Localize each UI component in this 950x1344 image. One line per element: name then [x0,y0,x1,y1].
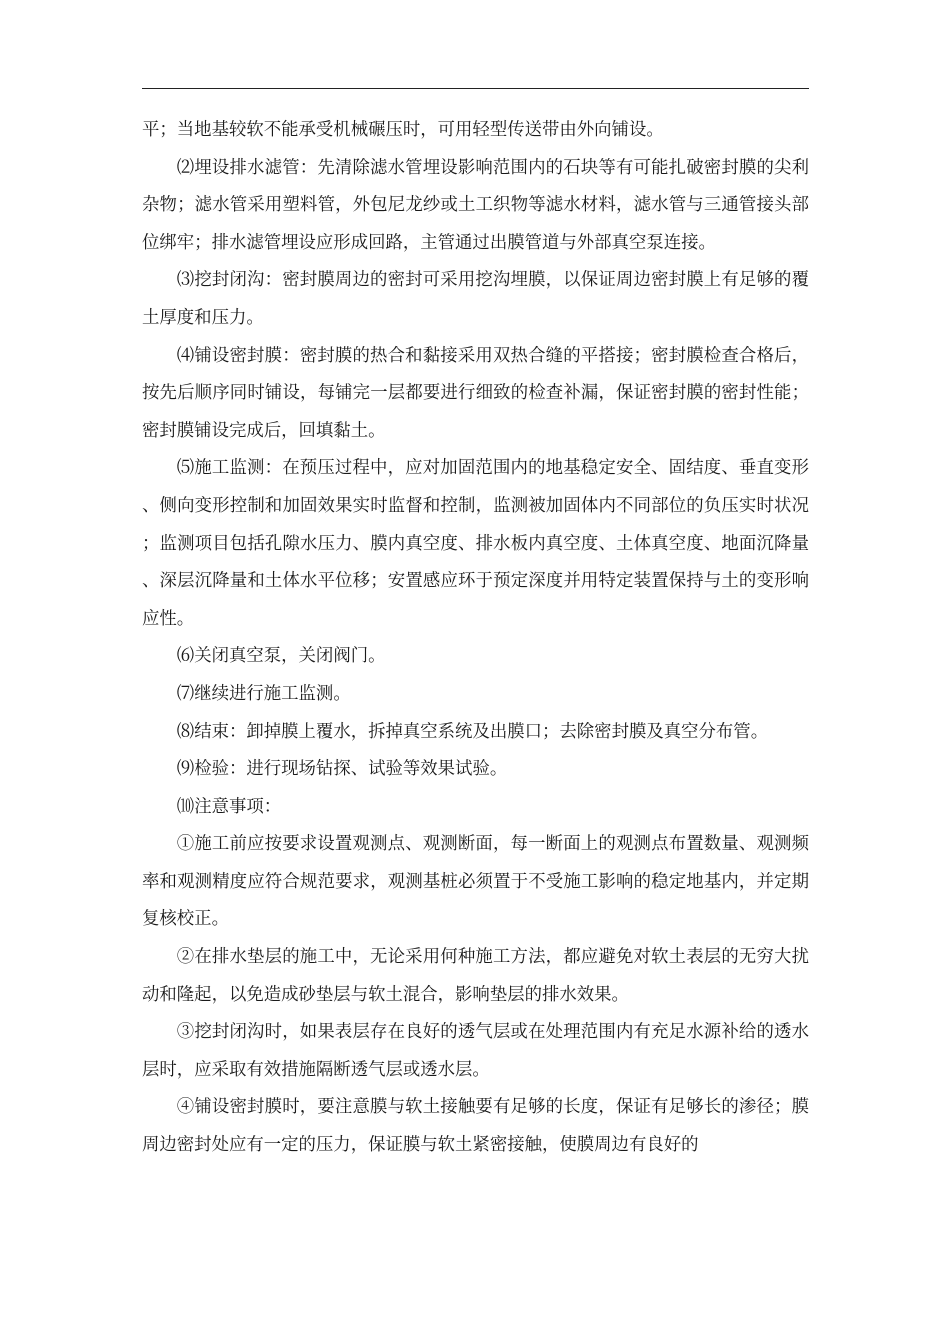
paragraph-note-3: ③挖封闭沟时，如果表层存在良好的透气层或在处理范围内有充足水源补给的透水层时，应采取有效措施隔断透气层或透水层。 [142,1022,809,1080]
document-body [142,112,809,1165]
paragraph-step-9: ⑼检验：进行现场钻探、试验等效果试验。 [176,759,508,780]
paragraph-note-2: ②在排水垫层的施工中，无论采用何种施工方法，都应避免对软土表层的无穷大扰动和隆起，以免造成砂垫层与软土混合，影响垫层的排水效果。 [142,947,809,1005]
paragraph-continuation: 平；当地基较软不能承受机械碾压时，可用轻型传送带由外向铺设。 [142,120,664,140]
paragraph-note-1: ①施工前应按要求设置观测点、观测断面，每一断面上的观测点布置数量、观测频率和观测精度应符合规范要求，观测基桩必须置于不受施工影响的稳定地基内，并定期复核校正。 [142,834,809,930]
paragraph-step-5: ⑸施工监测：在预压过程中，应对加固范围内的地基稳定安全、固结度、垂直变形、侧向变形控制和加固效果实时监督和控制，监测被加固体内不同部位的负压实时状况；监测项目包括孔隙水压力、膜内真空度、排水板内真空度、土体真空度、地面沉降量、深层沉降量和土体水平位移；安置感应环于预定深度并用特定装置保持与土的变形响应性。 [142,458,809,629]
paragraph-step-2: ⑵埋设排水滤管：先清除滤水管埋设影响范围内的石块等有可能扎破密封膜的尖利杂物；滤水管采用塑料管，外包尼龙纱或土工织物等滤水材料，滤水管与三通管接头部位绑牢；排水滤管埋设应形成回路，主管通过出膜管道与外部真空泵连接。 [142,157,809,253]
paragraph-step-6: ⑹关闭真空泵，关闭阀门。 [176,646,386,667]
paragraph-step-3: ⑶挖封闭沟：密封膜周边的密封可采用挖沟埋膜，以保证周边密封膜上有足够的覆土厚度和压力。 [142,270,809,328]
paragraph-step-4: ⑷铺设密封膜：密封膜的热合和黏接采用双热合缝的平搭接；密封膜检查合格后，按先后顺序同时铺设，每铺完一层都要进行细致的检查补漏，保证密封膜的密封性能；密封膜铺设完成后，回填黏土。 [142,345,809,441]
paragraph-step-10-heading: ⑽注意事项： [176,796,282,817]
paragraph-step-8: ⑻结束：卸掉膜上覆水，拆掉真空系统及出膜口；去除密封膜及真空分布管。 [176,721,769,742]
paragraph-step-7: ⑺继续进行施工监测。 [176,683,351,704]
paragraph-note-4: ④铺设密封膜时，要注意膜与软土接触要有足够的长度，保证有足够长的渗径；膜周边密封处应有一定的压力，保证膜与软土紧密接触，使膜周边有良好的 [142,1097,809,1156]
header-rule [142,88,809,89]
